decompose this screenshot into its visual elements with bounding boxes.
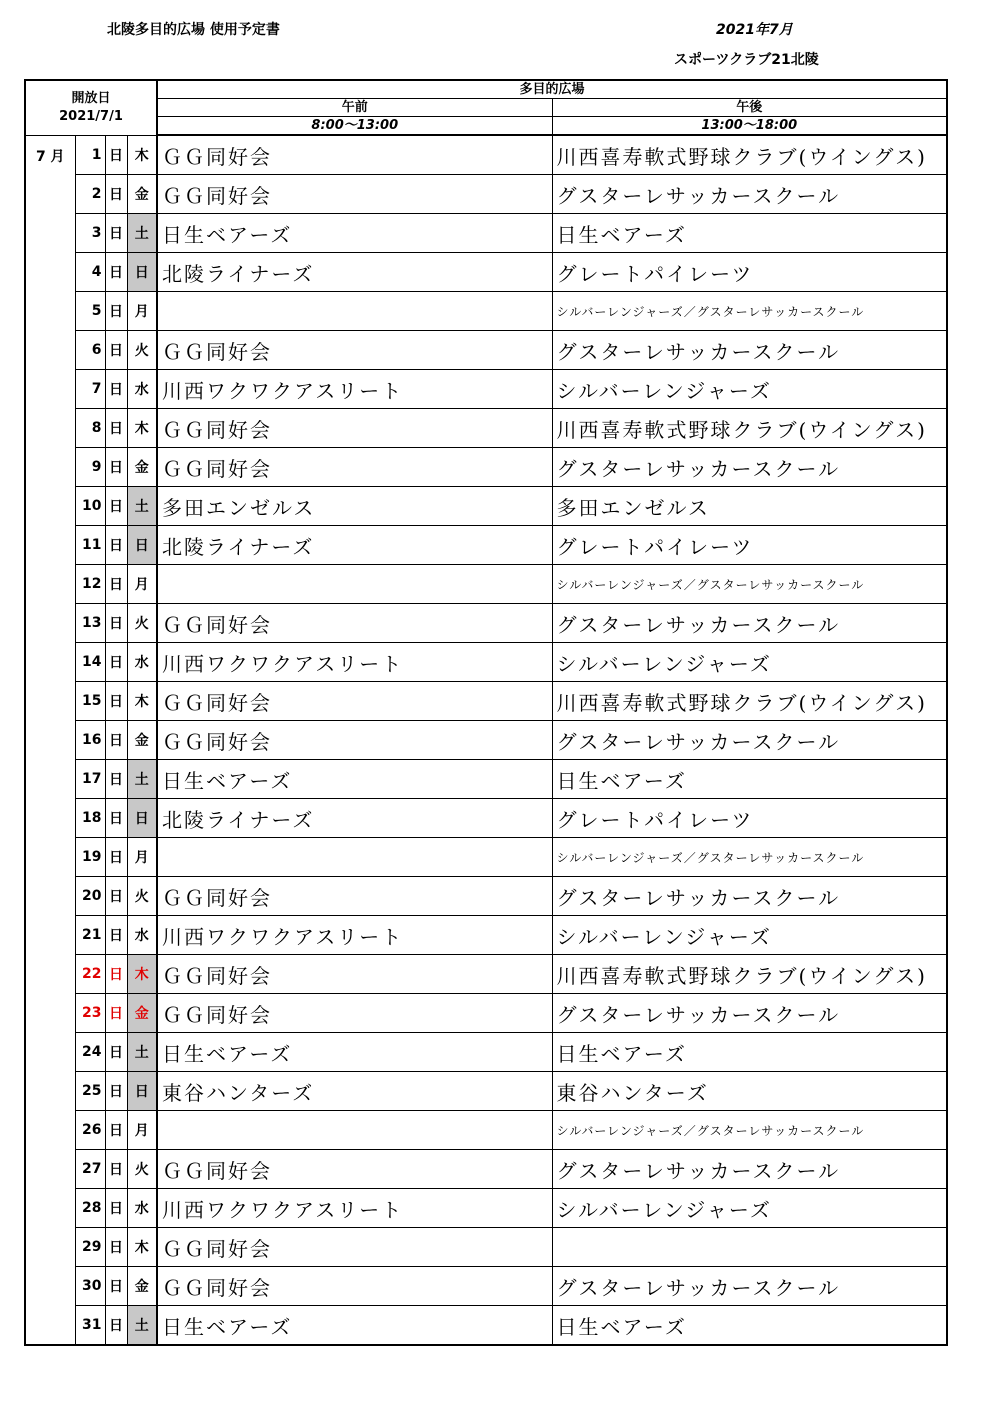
- day-number: 3: [75, 214, 105, 253]
- am-booking: [157, 1111, 552, 1150]
- schedule-table: [24, 79, 948, 1346]
- day-suffix: 日: [105, 135, 127, 175]
- am-booking: 多田エンゼルス: [157, 487, 552, 526]
- am-booking: ＧＧ同好会: [157, 682, 552, 721]
- pm-booking: グスターレサッカースクール: [552, 994, 947, 1033]
- schedule-row: [25, 1267, 947, 1306]
- day-suffix: 日: [105, 682, 127, 721]
- pm-booking: 日生ベアーズ: [552, 214, 947, 253]
- am-booking: [157, 838, 552, 877]
- schedule-row: [25, 1189, 947, 1228]
- day-number: 14: [75, 643, 105, 682]
- schedule-row: [25, 838, 947, 877]
- weekday-cell: 月: [127, 838, 157, 877]
- day-number: 26: [75, 1111, 105, 1150]
- schedule-row: [25, 877, 947, 916]
- schedule-row: [25, 1111, 947, 1150]
- day-number: 15: [75, 682, 105, 721]
- pm-booking: グスターレサッカースクール: [552, 448, 947, 487]
- pm-booking: 東谷ハンターズ: [552, 1072, 947, 1111]
- day-number: 25: [75, 1072, 105, 1111]
- day-number: 29: [75, 1228, 105, 1267]
- schedule-row: [25, 292, 947, 331]
- schedule-row: [25, 916, 947, 955]
- day-number: 1: [75, 135, 105, 175]
- weekday-cell: 火: [127, 877, 157, 916]
- am-booking: ＧＧ同好会: [157, 994, 552, 1033]
- pm-booking: 多田エンゼルス: [552, 487, 947, 526]
- pm-booking: 川西喜寿軟式野球クラブ(ウイングス): [552, 135, 947, 175]
- pm-time-header: 13:00～18:00: [552, 117, 947, 136]
- schedule-row: [25, 331, 947, 370]
- venue-header: 多目的広場: [157, 80, 947, 99]
- day-suffix: 日: [105, 1306, 127, 1346]
- day-suffix: 日: [105, 1072, 127, 1111]
- day-suffix: 日: [105, 1267, 127, 1306]
- pm-booking: [552, 1228, 947, 1267]
- schedule-row: [25, 760, 947, 799]
- day-suffix: 日: [105, 994, 127, 1033]
- day-suffix: 日: [105, 1033, 127, 1072]
- am-booking: ＧＧ同好会: [157, 175, 552, 214]
- weekday-cell: 金: [127, 994, 157, 1033]
- weekday-cell: 金: [127, 175, 157, 214]
- day-number: 8: [75, 409, 105, 448]
- day-number: 30: [75, 1267, 105, 1306]
- weekday-cell: 木: [127, 955, 157, 994]
- weekday-cell: 水: [127, 370, 157, 409]
- day-suffix: 日: [105, 487, 127, 526]
- am-booking: ＧＧ同好会: [157, 1150, 552, 1189]
- pm-header: 午後: [552, 99, 947, 117]
- pm-booking: グレートパイレーツ: [552, 799, 947, 838]
- weekday-cell: 月: [127, 565, 157, 604]
- weekday-cell: 金: [127, 448, 157, 487]
- day-suffix: 日: [105, 565, 127, 604]
- pm-booking: 日生ベアーズ: [552, 760, 947, 799]
- am-booking: 川西ワクワクアスリート: [157, 916, 552, 955]
- day-number: 10: [75, 487, 105, 526]
- schedule-row: [25, 448, 947, 487]
- schedule-row: [25, 1072, 947, 1111]
- pm-booking: 川西喜寿軟式野球クラブ(ウイングス): [552, 409, 947, 448]
- schedule-row: [25, 409, 947, 448]
- am-header: 午前: [157, 99, 552, 117]
- day-number: 7: [75, 370, 105, 409]
- day-number: 17: [75, 760, 105, 799]
- pm-booking: シルバーレンジャーズ／グスターレサッカースクール: [552, 1111, 947, 1150]
- schedule-row: [25, 175, 947, 214]
- weekday-cell: 土: [127, 1306, 157, 1346]
- schedule-row: [25, 799, 947, 838]
- day-number: 31: [75, 1306, 105, 1346]
- day-suffix: 日: [105, 916, 127, 955]
- day-number: 11: [75, 526, 105, 565]
- day-suffix: 日: [105, 292, 127, 331]
- pm-booking: シルバーレンジャーズ: [552, 370, 947, 409]
- pm-booking: グスターレサッカースクール: [552, 1267, 947, 1306]
- am-booking: ＧＧ同好会: [157, 604, 552, 643]
- day-suffix: 日: [105, 721, 127, 760]
- pm-booking: グスターレサッカースクール: [552, 331, 947, 370]
- day-suffix: 日: [105, 1150, 127, 1189]
- weekday-cell: 金: [127, 721, 157, 760]
- am-booking: ＧＧ同好会: [157, 331, 552, 370]
- pm-booking: グスターレサッカースクール: [552, 1150, 947, 1189]
- schedule-row: [25, 1150, 947, 1189]
- weekday-cell: 土: [127, 487, 157, 526]
- pm-booking: 日生ベアーズ: [552, 1306, 947, 1346]
- day-suffix: 日: [105, 1111, 127, 1150]
- weekday-cell: 火: [127, 604, 157, 643]
- weekday-cell: 日: [127, 799, 157, 838]
- day-number: 23: [75, 994, 105, 1033]
- weekday-cell: 火: [127, 1150, 157, 1189]
- day-suffix: 日: [105, 175, 127, 214]
- day-suffix: 日: [105, 370, 127, 409]
- day-suffix: 日: [105, 643, 127, 682]
- day-number: 16: [75, 721, 105, 760]
- day-suffix: 日: [105, 1189, 127, 1228]
- day-number: 19: [75, 838, 105, 877]
- am-booking: ＧＧ同好会: [157, 1267, 552, 1306]
- weekday-cell: 木: [127, 409, 157, 448]
- schedule-row: [25, 1033, 947, 1072]
- weekday-cell: 日: [127, 253, 157, 292]
- day-suffix: 日: [105, 214, 127, 253]
- day-number: 27: [75, 1150, 105, 1189]
- schedule-row: [25, 994, 947, 1033]
- open-day-header: [25, 80, 157, 135]
- day-suffix: 日: [105, 253, 127, 292]
- am-booking: 川西ワクワクアスリート: [157, 370, 552, 409]
- am-booking: ＧＧ同好会: [157, 721, 552, 760]
- weekday-cell: 木: [127, 135, 157, 175]
- day-number: 13: [75, 604, 105, 643]
- pm-booking: シルバーレンジャーズ: [552, 1189, 947, 1228]
- am-time-header: 8:00～13:00: [157, 117, 552, 136]
- weekday-cell: 火: [127, 331, 157, 370]
- pm-booking: グスターレサッカースクール: [552, 877, 947, 916]
- day-number: 6: [75, 331, 105, 370]
- day-number: 9: [75, 448, 105, 487]
- schedule-row: [25, 253, 947, 292]
- schedule-row: [25, 1228, 947, 1267]
- am-booking: ＧＧ同好会: [157, 448, 552, 487]
- pm-booking: グスターレサッカースクール: [552, 175, 947, 214]
- day-number: 18: [75, 799, 105, 838]
- am-booking: 北陵ライナーズ: [157, 253, 552, 292]
- schedule-row: [25, 1306, 947, 1346]
- weekday-cell: 土: [127, 760, 157, 799]
- am-booking: 川西ワクワクアスリート: [157, 643, 552, 682]
- pm-booking: 川西喜寿軟式野球クラブ(ウイングス): [552, 682, 947, 721]
- day-number: 28: [75, 1189, 105, 1228]
- day-suffix: 日: [105, 955, 127, 994]
- pm-booking: シルバーレンジャーズ／グスターレサッカースクール: [552, 292, 947, 331]
- schedule-row: [25, 565, 947, 604]
- day-number: 22: [75, 955, 105, 994]
- organization-name: スポーツクラブ21北陵: [674, 52, 819, 68]
- am-booking: 川西ワクワクアスリート: [157, 1189, 552, 1228]
- schedule-row: [25, 955, 947, 994]
- day-suffix: 日: [105, 760, 127, 799]
- day-number: 21: [75, 916, 105, 955]
- pm-booking: グスターレサッカースクール: [552, 604, 947, 643]
- pm-booking: 日生ベアーズ: [552, 1033, 947, 1072]
- day-suffix: 日: [105, 604, 127, 643]
- weekday-cell: 土: [127, 214, 157, 253]
- weekday-cell: 水: [127, 1189, 157, 1228]
- am-booking: 北陵ライナーズ: [157, 526, 552, 565]
- day-suffix: 日: [105, 799, 127, 838]
- schedule-row: [25, 214, 947, 253]
- pm-booking: グレートパイレーツ: [552, 526, 947, 565]
- schedule-row: [25, 370, 947, 409]
- am-booking: 日生ベアーズ: [157, 1306, 552, 1346]
- weekday-cell: 木: [127, 682, 157, 721]
- weekday-cell: 日: [127, 526, 157, 565]
- day-suffix: 日: [105, 526, 127, 565]
- pm-booking: グレートパイレーツ: [552, 253, 947, 292]
- am-booking: [157, 565, 552, 604]
- pm-booking: シルバーレンジャーズ: [552, 916, 947, 955]
- am-booking: [157, 292, 552, 331]
- day-number: 2: [75, 175, 105, 214]
- day-suffix: 日: [105, 877, 127, 916]
- weekday-cell: 水: [127, 643, 157, 682]
- weekday-cell: 月: [127, 292, 157, 331]
- weekday-cell: 金: [127, 1267, 157, 1306]
- weekday-cell: 木: [127, 1228, 157, 1267]
- am-booking: ＧＧ同好会: [157, 955, 552, 994]
- am-booking: ＧＧ同好会: [157, 135, 552, 175]
- month-label: 7 月: [25, 135, 75, 1345]
- weekday-cell: 日: [127, 1072, 157, 1111]
- am-booking: 日生ベアーズ: [157, 760, 552, 799]
- schedule-row: [25, 682, 947, 721]
- day-number: 4: [75, 253, 105, 292]
- pm-booking: シルバーレンジャーズ／グスターレサッカースクール: [552, 838, 947, 877]
- schedule-row: [25, 526, 947, 565]
- pm-booking: シルバーレンジャーズ: [552, 643, 947, 682]
- schedule-row: [25, 604, 947, 643]
- day-number: 20: [75, 877, 105, 916]
- open-day-label: 開放日: [71, 90, 111, 106]
- day-suffix: 日: [105, 409, 127, 448]
- day-suffix: 日: [105, 331, 127, 370]
- day-number: 5: [75, 292, 105, 331]
- am-booking: ＧＧ同好会: [157, 409, 552, 448]
- schedule-row: [25, 721, 947, 760]
- am-booking: ＧＧ同好会: [157, 877, 552, 916]
- pm-booking: グスターレサッカースクール: [552, 721, 947, 760]
- schedule-row: [25, 135, 947, 175]
- pm-booking: 川西喜寿軟式野球クラブ(ウイングス): [552, 955, 947, 994]
- day-number: 24: [75, 1033, 105, 1072]
- weekday-cell: 月: [127, 1111, 157, 1150]
- am-booking: 日生ベアーズ: [157, 1033, 552, 1072]
- day-number: 12: [75, 565, 105, 604]
- document-title: 北陵多目的広場 使用予定書: [107, 22, 280, 38]
- pm-booking: シルバーレンジャーズ／グスターレサッカースクール: [552, 565, 947, 604]
- am-booking: 日生ベアーズ: [157, 214, 552, 253]
- day-suffix: 日: [105, 448, 127, 487]
- schedule-row: [25, 643, 947, 682]
- day-suffix: 日: [105, 1228, 127, 1267]
- open-day-date: 2021/7/1: [59, 108, 123, 124]
- weekday-cell: 土: [127, 1033, 157, 1072]
- schedule-row: [25, 487, 947, 526]
- am-booking: ＧＧ同好会: [157, 1228, 552, 1267]
- am-booking: 東谷ハンターズ: [157, 1072, 552, 1111]
- day-suffix: 日: [105, 838, 127, 877]
- weekday-cell: 水: [127, 916, 157, 955]
- am-booking: 北陵ライナーズ: [157, 799, 552, 838]
- document-month: 2021年7月: [716, 22, 793, 38]
